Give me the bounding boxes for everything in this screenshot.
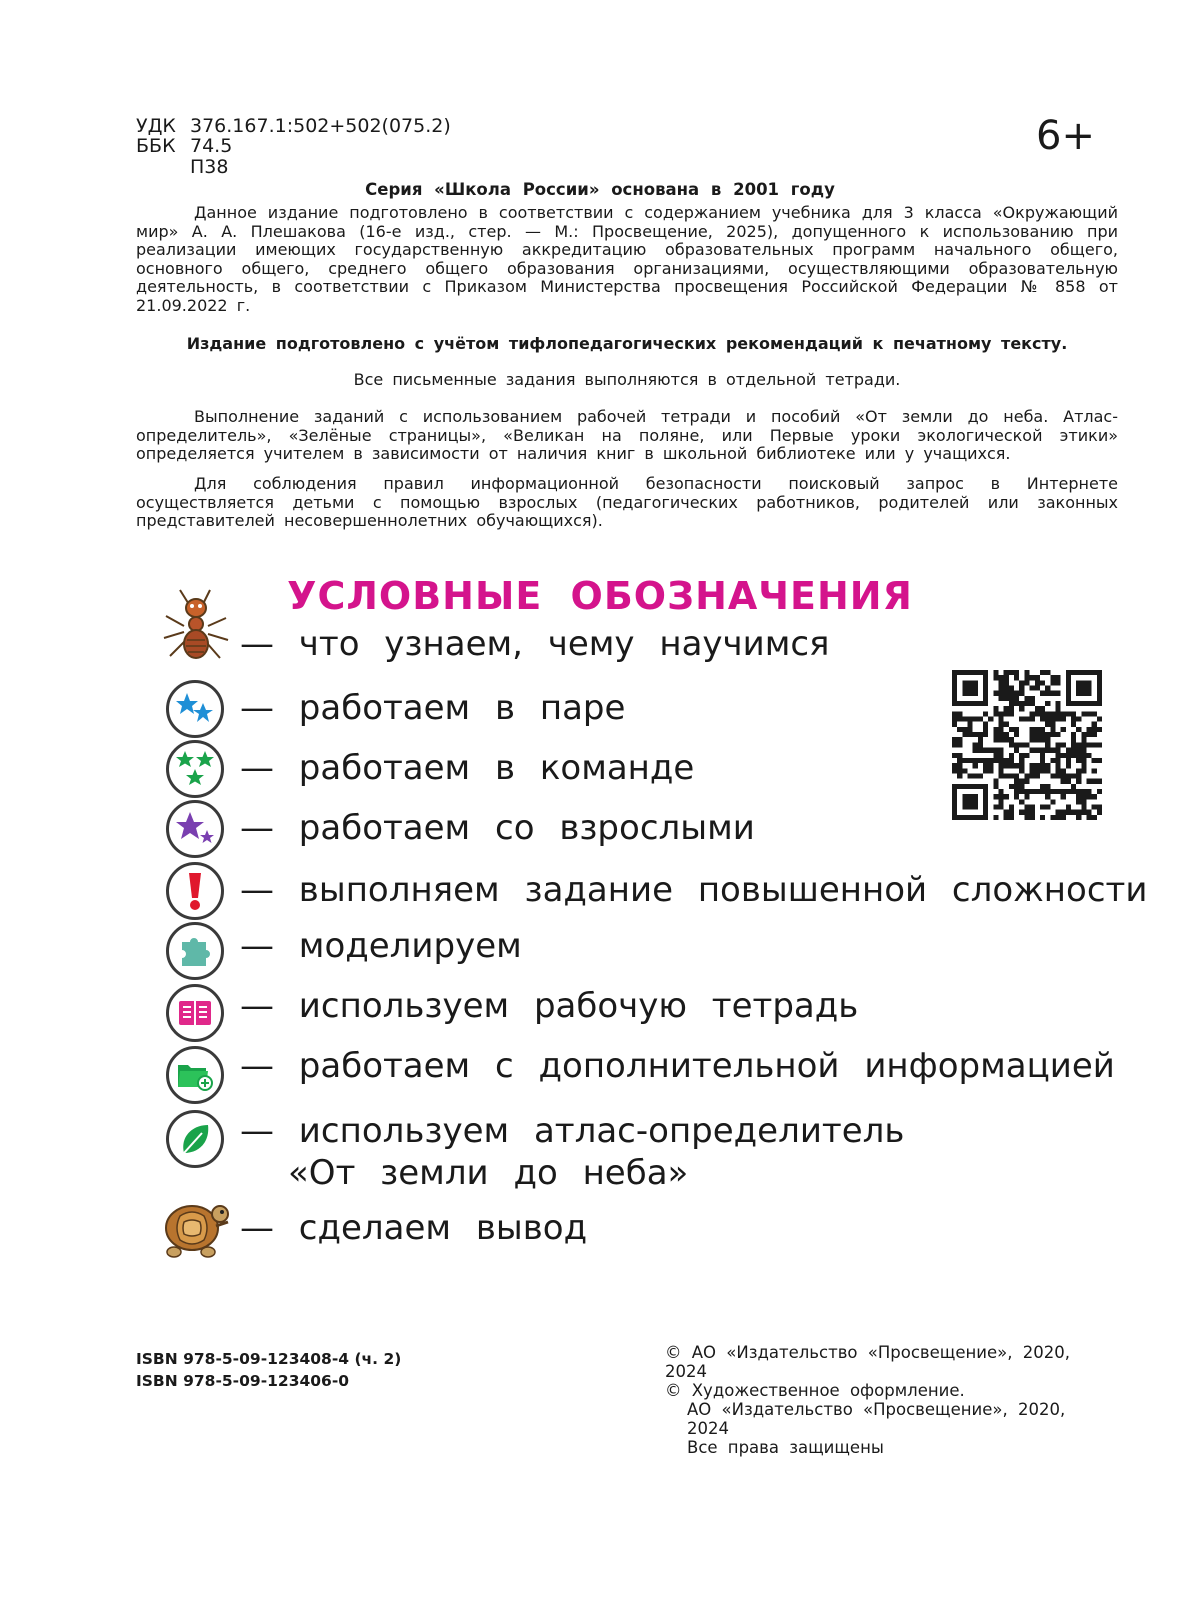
- workbook-note: Выполнение заданий с использованием рабочей тетради и пособий «От земли до неба. Атлас-определитель», «Зелёные страницы», «Великан на поляне, или Первые уроки экологической этики» определяется учителем в зависимости от наличия книг в школьной библиотеке или у учащихся.: [136, 407, 1118, 464]
- legend-item: [0, 922, 1200, 982]
- description-paragraph: Данное издание подготовлено в соответствии с содержанием учебника для 3 класса «Окружающий мир» А. А. Плешакова (16-е изд., стер. — М.: Просвещение, 2025), допущенного к использованию при реализации имеющих государственную аккредитацию образовательных программ начального общего, основного общего, среднего общего образования организациями, осуществляющими образовательную деятельность, в соответствии с Приказом Министерства просвещения Российской Федерации № 858 от 21.09.2022 г.: [136, 203, 1118, 315]
- turtle-icon: [160, 1192, 232, 1262]
- legend-text: — работаем в команде: [240, 748, 695, 788]
- legend-text: — используем атлас-определитель: [240, 1111, 905, 1151]
- author-mark: П38: [190, 156, 229, 178]
- blue-stars-icon: [166, 680, 224, 738]
- legend-text: — используем рабочую тетрадь: [240, 986, 859, 1026]
- legend-text: — моделируем: [240, 926, 522, 966]
- legend-item: [0, 1046, 1200, 1106]
- safety-note: Для соблюдения правил информационной безопасности поисковый запрос в Интернете осуществляется детьми с помощью взрослых (педагогических работников, родителей или законных представителей несовершеннолетних обучающихся).: [136, 474, 1118, 531]
- exclamation-icon: [166, 862, 224, 920]
- ant-icon: [160, 586, 232, 662]
- workbook-icon: [166, 984, 224, 1042]
- legend-item: [0, 984, 1200, 1044]
- written-tasks-note: Все письменные задания выполняются в отдельной тетради.: [353, 370, 901, 389]
- legend-text-continued: «От земли до неба»: [288, 1153, 689, 1193]
- green-stars-icon: [166, 740, 224, 798]
- puzzle-icon: [166, 922, 224, 980]
- legend-text: — работаем в паре: [240, 688, 626, 728]
- copyright-block: [665, 1343, 1117, 1457]
- isbn-set: ISBN 978-5-09-123406-0: [136, 1372, 350, 1390]
- legend-text: — выполняем задание повышенной сложности: [240, 870, 1148, 910]
- legend-text: — работаем с дополнительной информацией: [240, 1046, 1115, 1086]
- copyright-line: © Художественное оформление.: [665, 1381, 965, 1400]
- purple-stars-icon: [166, 800, 224, 858]
- series-line: Серия «Школа России» основана в 2001 году: [365, 180, 835, 199]
- copyright-line: Все права защищены: [687, 1438, 884, 1457]
- leaf-icon: [166, 1110, 224, 1168]
- legend-item: [0, 1110, 1200, 1193]
- legend-text: — сделаем вывод: [240, 1208, 588, 1248]
- legend-title: УСЛОВНЫЕ ОБОЗНАЧЕНИЯ: [287, 574, 913, 618]
- qr-code[interactable]: [952, 670, 1102, 820]
- isbn-part: ISBN 978-5-09-123408-4 (ч. 2): [136, 1350, 402, 1368]
- udk-label: УДК: [136, 115, 176, 137]
- tiflo-note: Издание подготовлено с учётом тифлопедагогических рекомендаций к печатному тексту.: [186, 334, 1068, 353]
- legend-text: — что узнаем, чему научимся: [240, 624, 830, 664]
- legend-item: [0, 1210, 1200, 1270]
- bbk-value: 74.5: [190, 135, 233, 157]
- age-rating: 6+: [1036, 113, 1095, 159]
- copyright-line: АО «Издательство «Просвещение», 2020, 2024: [687, 1400, 1066, 1438]
- legend-text: — работаем со взрослыми: [240, 808, 755, 848]
- legend-item: [0, 862, 1200, 922]
- bbk-label: ББК: [136, 135, 176, 157]
- folder-plus-icon: [166, 1046, 224, 1104]
- udk-value: 376.167.1:502+502(075.2): [190, 115, 451, 137]
- copyright-line: © АО «Издательство «Просвещение», 2020, 2024: [665, 1343, 1070, 1381]
